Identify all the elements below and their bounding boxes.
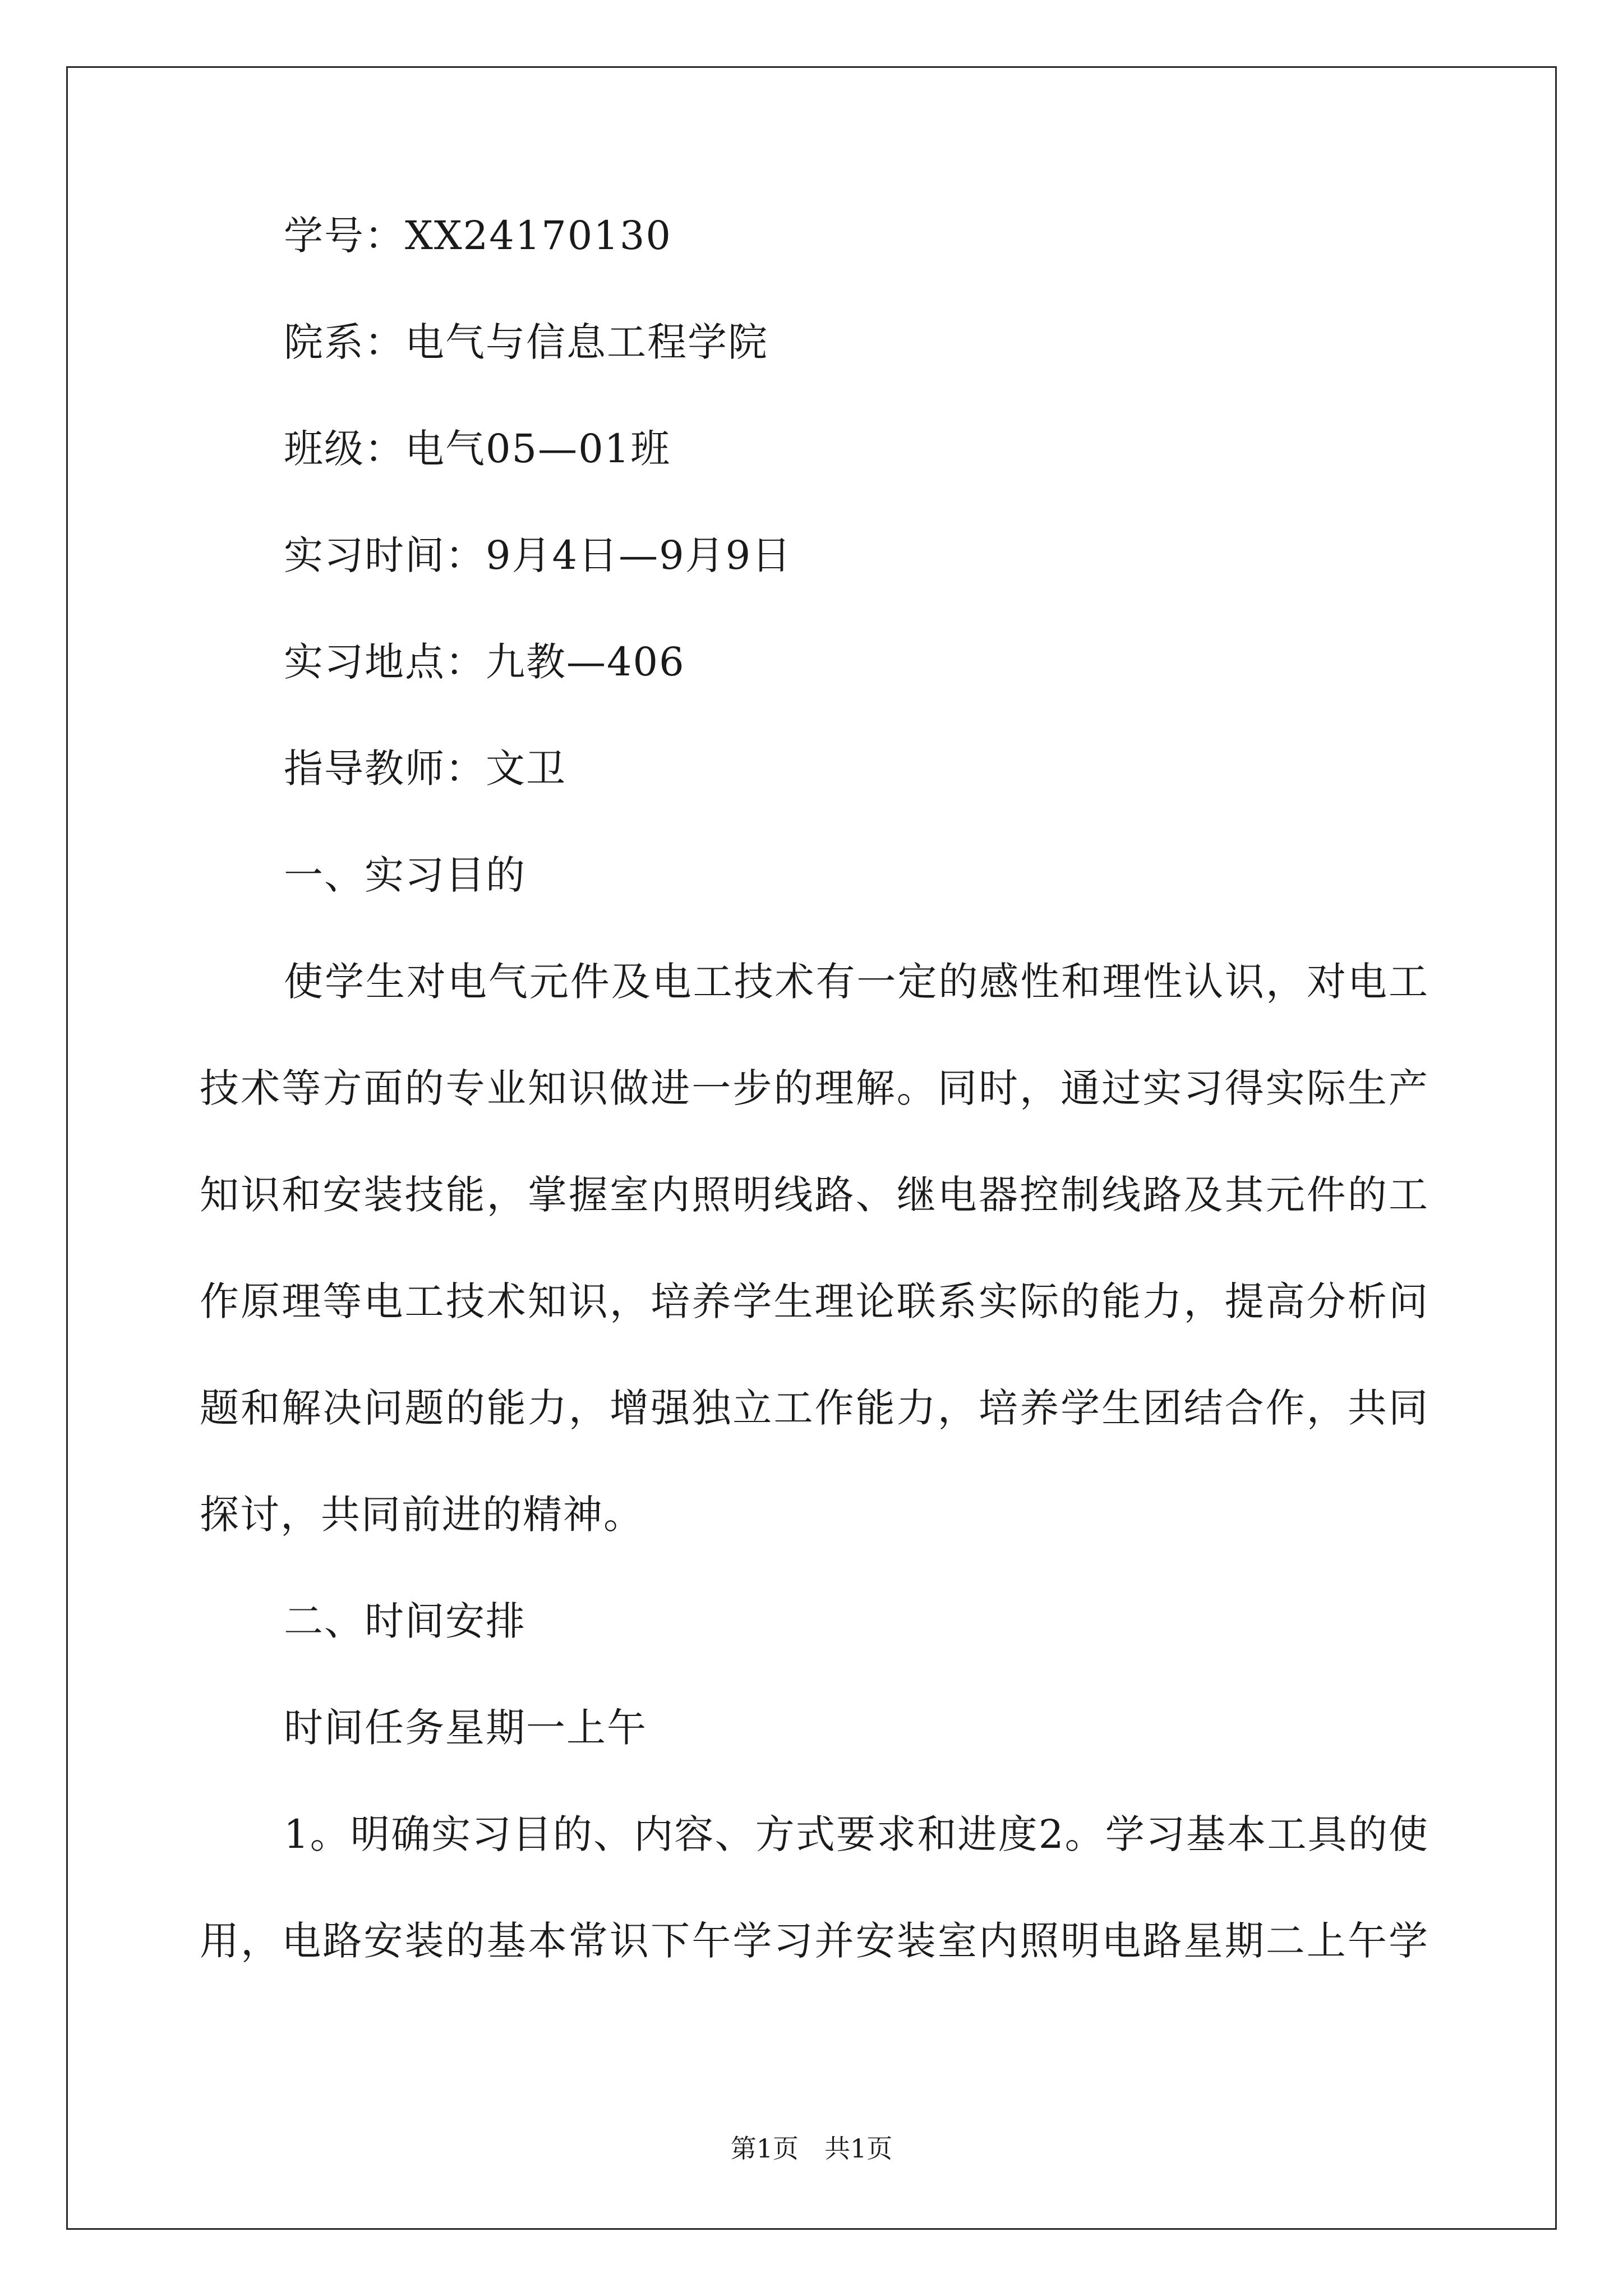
paragraph-line: 用，电路安装的基本常识下午学习并安装室内照明电路星期二上午学 [200, 1918, 1429, 1964]
paragraph-line: 题和解决问题的能力，增强独立工作能力，培养学生团结合作，共同 [200, 1385, 1429, 1431]
department-line: 院系：电气与信息工程学院 [284, 319, 768, 365]
page-footer: 第1页 共1页 [730, 2133, 893, 2164]
section-heading-schedule: 二、时间安排 [284, 1598, 526, 1644]
schedule-subheading: 时间任务星期一上午 [284, 1705, 647, 1751]
paragraph-line: 作原理等电工技术知识，培养学生理论联系实际的能力，提高分析问 [200, 1278, 1429, 1324]
document-body [200, 209, 1429, 2021]
class-line: 班级：电气05—01班 [284, 426, 671, 472]
paragraph-line: 探讨，共同前进的精神。 [200, 1492, 644, 1538]
schedule-paragraph [200, 1807, 1429, 1968]
paragraph-line: 知识和安装技能，掌握室内照明线路、继电器控制线路及其元件的工 [200, 1172, 1429, 1218]
internship-time-line: 实习时间：9月4日—9月9日 [284, 532, 792, 578]
paragraph-line: 技术等方面的专业知识做进一步的理解。同时，通过实习得实际生产 [200, 1065, 1429, 1111]
instructor-line: 指导教师：文卫 [284, 746, 566, 792]
internship-location-line: 实习地点：九教—406 [284, 639, 685, 685]
paragraph-line: 使学生对电气元件及电工技术有一定的感性和理性认识，对电工 [284, 959, 1429, 1005]
purpose-paragraph [200, 955, 1429, 1542]
section-heading-purpose: 一、实习目的 [284, 852, 526, 898]
student-id-line: 学号：XX24170130 [284, 213, 672, 259]
paragraph-line: 1。明确实习目的、内容、方式要求和进度2。学习基本工具的使 [284, 1811, 1429, 1857]
